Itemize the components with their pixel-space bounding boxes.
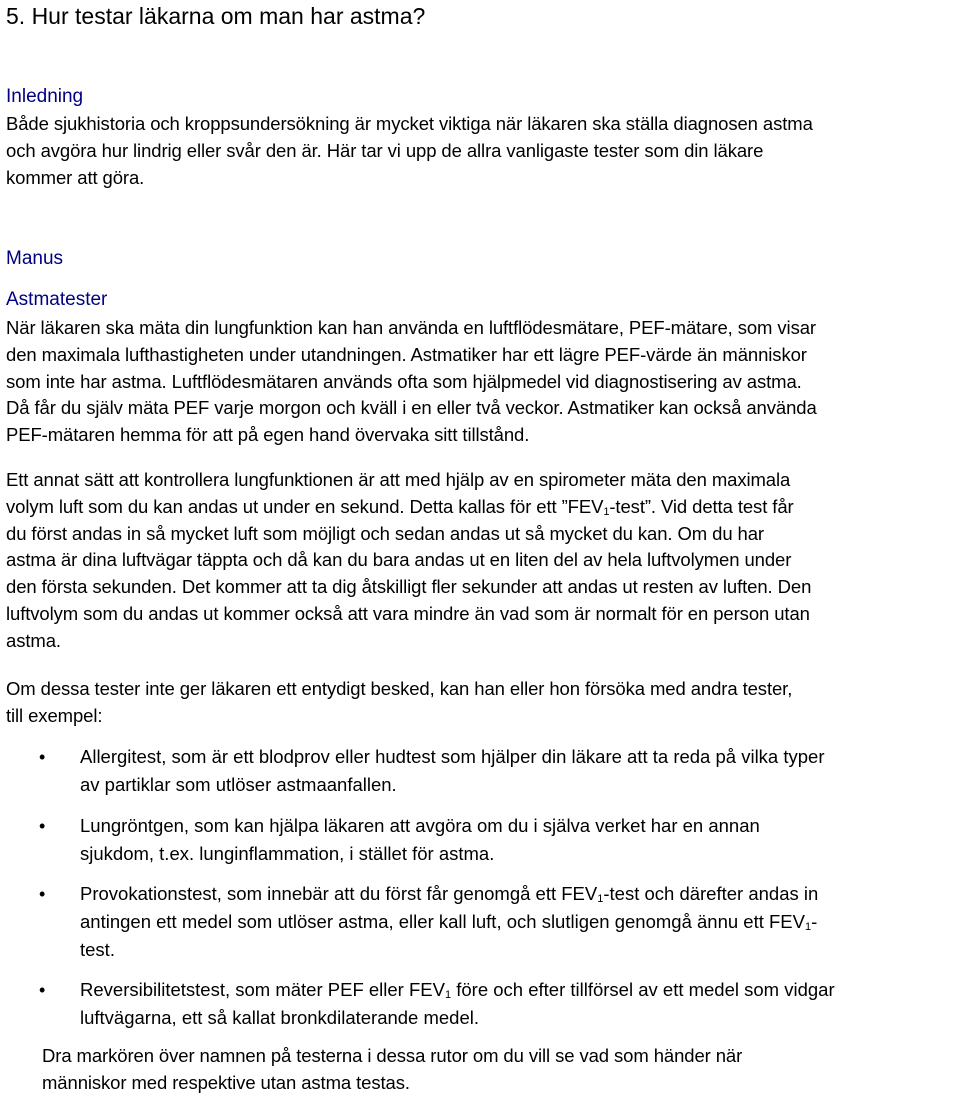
bullet-icon: •: [39, 884, 46, 904]
subscript: 1: [444, 989, 452, 1001]
heading-manus: Manus: [6, 248, 64, 269]
subscript: 1: [804, 921, 812, 933]
text-line: När läkaren ska mäta din lungfunktion kan han använda en luftflödesmätare, PEF-mätare, som visar: [6, 317, 816, 338]
text-line: luftvägarna, ett så kallat bronkdilaterande medel.: [80, 1007, 480, 1028]
text-line: [6, 494, 956, 521]
fev1-paragraph: [6, 467, 956, 655]
heading-inledning: Inledning: [6, 86, 84, 107]
text-fragment: -test”. Vid detta test får: [609, 495, 794, 517]
list-item-text: [80, 880, 950, 964]
list-item-text: [80, 976, 950, 1032]
text-line: av partiklar som utlöser astmaanfallen.: [80, 774, 397, 795]
list-item-text: [80, 812, 950, 868]
text-line: den första sekunden. Det kommer att ta dig åtskilligt fler sekunder att andas ut resten av luften. Den: [6, 576, 812, 598]
text-line: du först andas in så mycket luft som möjligt och sedan andas ut så mycket du kan. Om du har: [6, 522, 764, 544]
text-fragment: före och efter tillförsel av ett medel som vidgar: [451, 979, 835, 1000]
text-line: [80, 908, 950, 936]
text-line: [80, 880, 950, 908]
text-line: Dra markören över namnen på testerna i dessa rutor om du vill se vad som händer när: [42, 1045, 743, 1066]
text-line: astma.: [6, 629, 61, 651]
list-item-text: [80, 743, 950, 799]
other-tests-paragraph: [6, 676, 956, 730]
intro-paragraph: [6, 111, 956, 191]
text-line: och avgöra hur lindrig eller svår den är. Här tar vi upp de allra vanligaste tester som din läkare: [6, 139, 764, 161]
text-line: Lungröntgen, som kan hjälpa läkaren att avgöra om du i själva verket har en annan: [80, 815, 760, 836]
text-fragment: Reversibilitetstest, som mäter PEF eller FEV: [80, 979, 445, 1000]
text-line: Om dessa tester inte ger läkaren ett entydigt besked, kan han eller hon försöka med andra tester,: [6, 678, 793, 699]
text-line: PEF-mätaren hemma för att på egen hand övervaka sitt tillstånd.: [6, 424, 530, 446]
closing-paragraph: [42, 1043, 952, 1097]
heading-astmatester: Astmatester: [6, 289, 108, 310]
text-line: kommer att göra.: [6, 166, 145, 188]
text-line: Allergitest, som är ett blodprov eller hudtest som hjälper din läkare att ta reda på vilka typer: [80, 746, 825, 767]
subscript: 1: [597, 893, 604, 905]
text-line: [80, 976, 950, 1004]
text-line: den maximala lufthastigheten under utandningen. Astmatiker har ett lägre PEF-värde än människor: [6, 343, 807, 365]
text-line: som inte har astma. Luftflödesmätaren används ofta som hjälpmedel vid diagnostisering av astma.: [6, 370, 802, 392]
subscript: 1: [603, 505, 610, 518]
text-line: Då får du själv mäta PEF varje morgon och kväll i en eller två veckor. Astmatiker kan också använda: [6, 397, 817, 419]
text-fragment: -test och därefter andas in: [603, 883, 819, 904]
pef-paragraph: [6, 315, 956, 449]
text-line: luftvolym som du andas ut kommer också att vara mindre än vad som är normalt för en person utan: [6, 602, 810, 624]
text-line: till exempel:: [6, 704, 103, 726]
text-fragment: Provokationstest, som innebär att du först får genomgå ett FEV: [80, 883, 598, 904]
text-fragment: -: [811, 911, 818, 932]
bullet-icon: •: [39, 747, 46, 767]
text-fragment: volym luft som du kan andas ut under en sekund. Detta kallas för ett ”FEV: [6, 495, 604, 517]
text-line: Ett annat sätt att kontrollera lungfunktionen är att med hjälp av en spirometer mäta den maximala: [6, 469, 791, 490]
bullet-icon: •: [39, 816, 46, 836]
text-line: astma är dina luftvägar täppta och då kan du bara andas ut en liten del av hela luftvolymen under: [6, 549, 792, 571]
text-fragment: antingen ett medel som utlöser astma, eller kall luft, och slutligen genomgå ännu ett FEV: [80, 911, 805, 932]
text-line: sjukdom, t.ex. lunginflammation, i stället för astma.: [80, 843, 495, 864]
bullet-icon: •: [39, 980, 46, 1000]
text-line: Både sjukhistoria och kroppsundersökning är mycket viktiga när läkaren ska ställa diagnosen astma: [6, 113, 813, 134]
text-line: test.: [80, 939, 115, 960]
text-line: människor med respektive utan astma testas.: [42, 1071, 410, 1093]
page-title: 5. Hur testar läkarna om man har astma?: [6, 3, 426, 29]
